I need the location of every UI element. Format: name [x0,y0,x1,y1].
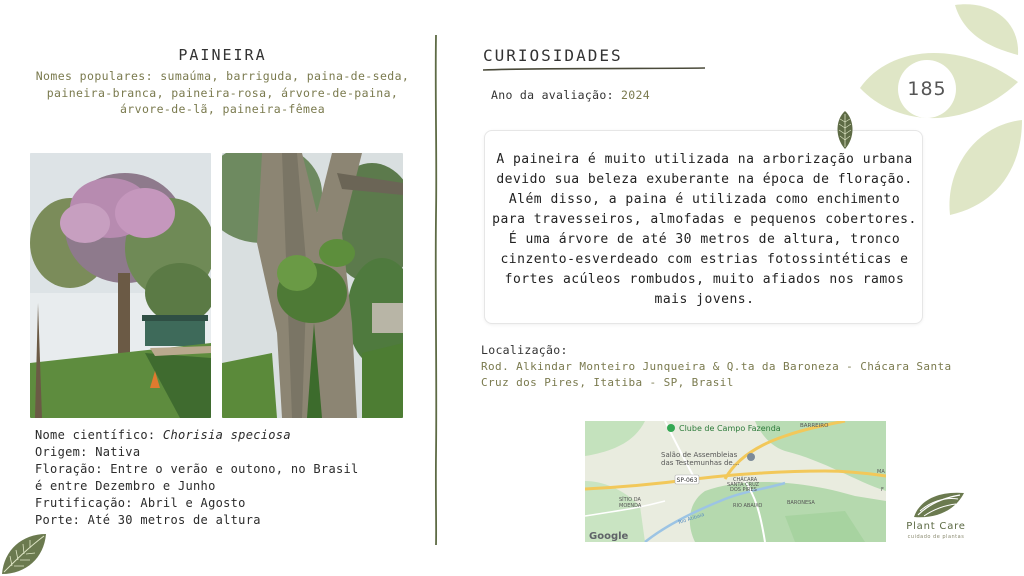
map-label-baronesa: BARONESA [787,500,815,506]
plant-title: PAINEIRA [178,46,267,64]
map-label-chacara-2: SANTA CRUZ [727,482,760,488]
evaluation-year: Ano da avaliação: 2024 [491,88,650,102]
page-number-badge: 185 [907,78,947,100]
map-label-edge-1: MA [877,469,885,475]
leaf-icon-bottom-left [0,530,48,576]
location-label: Localização: [481,343,568,357]
map-label-club: Clube de Campo Fazenda [679,424,781,433]
brand-name: Plant Care [906,521,966,532]
map-label-hall-2: das Testemunhas de... [661,459,740,467]
map-label-river: Rio Atibaia [677,511,706,526]
curiosities-card [484,130,923,324]
map-google-logo: Google [589,531,629,542]
plant-facts [35,427,365,529]
map-label-road: SP-063 [676,477,698,484]
title-underline [483,66,705,72]
location-map[interactable] [585,421,886,542]
photo-tree-trunk [222,153,403,418]
map-label-hall-1: Salão de Assembleias [661,451,738,459]
curiosities-title: CURIOSIDADES [483,46,623,65]
curiosities-text: A paineira é muito utilizada na arborização urbana devido sua beleza exuberante na época de floração. Além disso, a paina é utilizada como enchimento para travesseiros, almofadas e pequenos cobertores. É uma árvore de até 30 metros de altura, tronco cinzento-esverdeado com estrias fotossintéticas e fortes acúleos rombudos, muito afiados nos ramos mais jovens. [492,152,917,307]
evaluation-year-value: 2024 [621,88,650,102]
map-label-sitio-2: MOENDA [619,503,642,509]
leaf-icon [835,110,855,150]
flowering-row: Floração: Entre o verão e outono, no Brasil é entre Dezembro e Junho [35,462,359,493]
map-label-chacara-3: DOS PIRES [730,487,757,493]
map-label-rio-abaixo: RIO ABAIXO [733,503,763,509]
size-row: Porte: Até 30 metros de altura [35,513,261,527]
fruiting-row: Frutificação: Abril e Agosto [35,496,246,510]
map-label-edge-2: F [881,487,884,493]
map-label-chacara-1: CHÁCARA [733,477,758,483]
map-label-sitio-1: SÍTIO DA [619,497,641,503]
map-label-barreiro: BARREIRO [800,423,829,429]
photo-flowering-tree [30,153,211,418]
scientific-name-row: Nome científico: Chorisia speciosa [35,428,291,442]
origin-row: Origem: Nativa [35,445,141,459]
plant-care-logo [910,489,966,521]
scientific-name: Chorisia speciosa [162,428,291,442]
column-divider [433,35,439,545]
popular-names: Nomes populares: sumaúma, barriguda, paina-de-seda, paineira-branca, paineira-rosa, árvore-de-paina, árvore-de-lã, paineira-fêmea [35,69,410,116]
brand-tagline: cuidado de plantas [907,534,965,540]
location-address: Rod. Alkindar Monteiro Junqueira & Q.ta da Baroneza - Chácara Santa Cruz dos Pires, Itatiba - SP, Brasil [481,360,952,389]
